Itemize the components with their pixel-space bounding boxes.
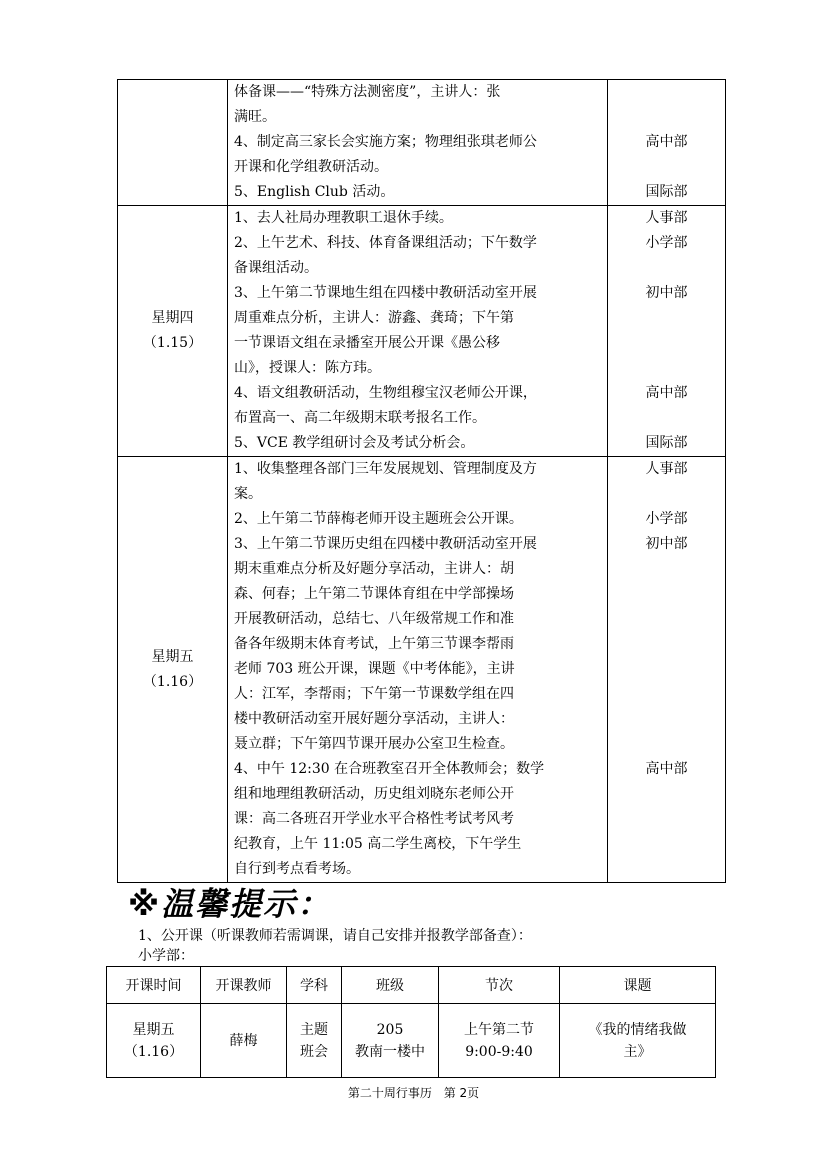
task-line: 5、English Club 活动。 [234, 184, 395, 200]
task-line: 5、VCE 教学组研讨会及考试分析会。 [234, 435, 475, 451]
task-line: 课：高二各班召开学业水平合格性考试考风考 [234, 811, 514, 827]
period-label: 上午第二节 [464, 1021, 534, 1038]
task-item [234, 281, 601, 381]
column-header: 开课时间 [107, 967, 201, 1004]
task-item [234, 80, 601, 130]
task-line: 备各年级期末体育考试，上午第三节课李帮雨 [234, 636, 514, 652]
page-footer [0, 1084, 827, 1101]
department-label [608, 782, 725, 807]
task-item [234, 180, 601, 205]
department-label [608, 857, 725, 882]
day-label: 星期四 [151, 310, 194, 326]
task-cell [228, 206, 608, 457]
department-label [608, 557, 725, 582]
open-class-header-row [107, 967, 716, 1004]
column-header: 节次 [439, 967, 560, 1004]
task-line: 1、收集整理各部门三年发展规划、管理制度及方 [234, 461, 537, 477]
column-header: 学科 [287, 967, 342, 1004]
footer-document-title: 第二十周行事历 [347, 1086, 432, 1100]
department-label [608, 632, 725, 657]
task-line: 案。 [234, 486, 262, 502]
column-header: 班级 [342, 967, 439, 1004]
task-item [234, 130, 601, 180]
department-label [608, 331, 725, 356]
task-item [234, 231, 601, 281]
department-label [608, 482, 725, 507]
footer-page-number: 第 2页 [443, 1086, 480, 1100]
department-label [608, 657, 725, 682]
subject-line: 主题 [300, 1021, 328, 1038]
tips-open-class-note: 1、公开课（听课教师若需调课，请自己安排并报教学部备查）： [138, 928, 532, 944]
task-line: 满旺。 [234, 109, 276, 125]
weekly-schedule-table [117, 79, 726, 883]
day-label: 星期五 [151, 648, 194, 665]
task-item [234, 206, 601, 231]
department-label: 国际部 [645, 184, 688, 200]
schedule-row-continued [118, 80, 726, 206]
department-cell [608, 80, 726, 206]
class-number: 205 [376, 1021, 404, 1038]
task-line: 期末重难点分析及好题分享活动，主讲人：胡 [234, 561, 514, 577]
department-label: 国际部 [645, 435, 688, 451]
class-location: 教南一楼中 [355, 1043, 425, 1060]
day-date: （1.16） [142, 673, 203, 690]
task-line: 楼中教研活动室开展好题分享活动，主讲人： [234, 711, 514, 727]
department-label: 小学部 [645, 511, 688, 527]
column-header: 开课教师 [201, 967, 287, 1004]
task-line: 4、中午 12:30 在合班教室召开全体教师会；数学 [234, 761, 545, 777]
department-label [608, 256, 725, 281]
department-label: 人事部 [645, 210, 688, 226]
task-line: 3、上午第二节课历史组在四楼中教研活动室开展 [234, 536, 537, 552]
task-item [234, 757, 601, 882]
task-line: 人：江军，李帮雨；下午第一节课数学组在四 [234, 686, 514, 702]
department-label [608, 356, 725, 381]
class-period-cell [439, 1004, 560, 1078]
task-line: 山》，授课人：陈方玮。 [234, 360, 381, 376]
task-line: 自行到考点看考场。 [234, 861, 360, 877]
tips-heading: ※温馨提示： [128, 885, 332, 923]
day-date: （1.15） [142, 335, 203, 351]
class-day: 星期五 [132, 1021, 175, 1038]
department-label: 高中部 [645, 385, 688, 401]
department-label: 高中部 [645, 134, 688, 150]
department-label [608, 80, 725, 105]
task-line: 纪教育，上午 11:05 高二学生离校，下午学生 [234, 836, 522, 852]
department-label [608, 406, 725, 431]
schedule-row-thursday [118, 206, 726, 457]
class-teacher-cell: 薛梅 [201, 1004, 287, 1078]
task-line: 一节课语文组在录播室开展公开课《愚公移 [234, 335, 500, 351]
topic-line: 主》 [623, 1043, 652, 1060]
task-item [234, 532, 601, 757]
class-room-cell [342, 1004, 439, 1078]
class-date: （1.16） [123, 1043, 184, 1060]
open-class-row [107, 1004, 716, 1078]
task-line: 1、去人社局办理教职工退休手续。 [234, 210, 453, 226]
task-line: 开展教研活动，总结七、八年级常规工作和准 [234, 611, 514, 627]
day-cell [118, 80, 228, 206]
task-cell [228, 80, 608, 206]
task-line: 3、上午第二节课地生组在四楼中教研活动室开展 [234, 285, 537, 301]
schedule-row-friday [118, 457, 726, 883]
department-label [608, 832, 725, 857]
task-item [234, 431, 601, 456]
task-line: 4、制定高三家长会实施方案；物理组张琪老师公 [234, 134, 537, 150]
period-time: 9:00-9:40 [465, 1043, 533, 1060]
department-cell [608, 457, 726, 883]
task-cell [228, 457, 608, 883]
task-line: 开课和化学组教研活动。 [234, 159, 388, 175]
task-line: 老师 703 班公开课，课题《中考体能》，主讲 [234, 661, 515, 677]
task-line: 备课组活动。 [234, 260, 318, 276]
task-line: 布置高一、高二年级期末联考报名工作。 [234, 410, 486, 426]
department-label [608, 582, 725, 607]
open-class-table [106, 966, 716, 1078]
class-topic-cell [560, 1004, 716, 1078]
topic-line: 《我的情绪我做 [588, 1021, 687, 1038]
department-label: 小学部 [645, 235, 688, 251]
department-label: 高中部 [645, 761, 688, 777]
task-line: 4、语文组教研活动，生物组穆宝汉老师公开课， [234, 385, 537, 401]
task-line: 2、上午艺术、科技、体育备课组活动；下午数学 [234, 235, 537, 251]
task-item [234, 507, 601, 532]
department-label [608, 607, 725, 632]
task-line: 2、上午第二节薛梅老师开设主题班会公开课。 [234, 511, 523, 527]
task-item [234, 457, 601, 507]
subject-line: 班会 [300, 1043, 328, 1060]
task-line: 聂立群；下午第四节课开展办公室卫生检查。 [234, 736, 514, 752]
department-label [608, 155, 725, 180]
column-header: 课题 [560, 967, 716, 1004]
day-cell [118, 206, 228, 457]
department-cell [608, 206, 726, 457]
tips-primary-section-label: 小学部： [138, 948, 194, 964]
task-item [234, 381, 601, 431]
department-label [608, 732, 725, 757]
department-label [608, 707, 725, 732]
task-line: 周重难点分析，主讲人：游鑫、龚琦；下午第 [234, 310, 514, 326]
class-subject-cell [287, 1004, 342, 1078]
department-label [608, 682, 725, 707]
day-cell [118, 457, 228, 883]
department-label [608, 807, 725, 832]
task-line: 森、何春；上午第二节课体育组在中学部操场 [234, 586, 514, 602]
task-line: 组和地理组教研活动，历史组刘晓东老师公开 [234, 786, 514, 802]
department-label: 初中部 [645, 285, 688, 301]
class-time-cell [107, 1004, 201, 1078]
department-label [608, 105, 725, 130]
department-label [608, 306, 725, 331]
department-label: 人事部 [645, 461, 688, 477]
task-line: 体备课——“特殊方法测密度”，主讲人：张 [234, 84, 501, 100]
department-label: 初中部 [645, 536, 688, 552]
